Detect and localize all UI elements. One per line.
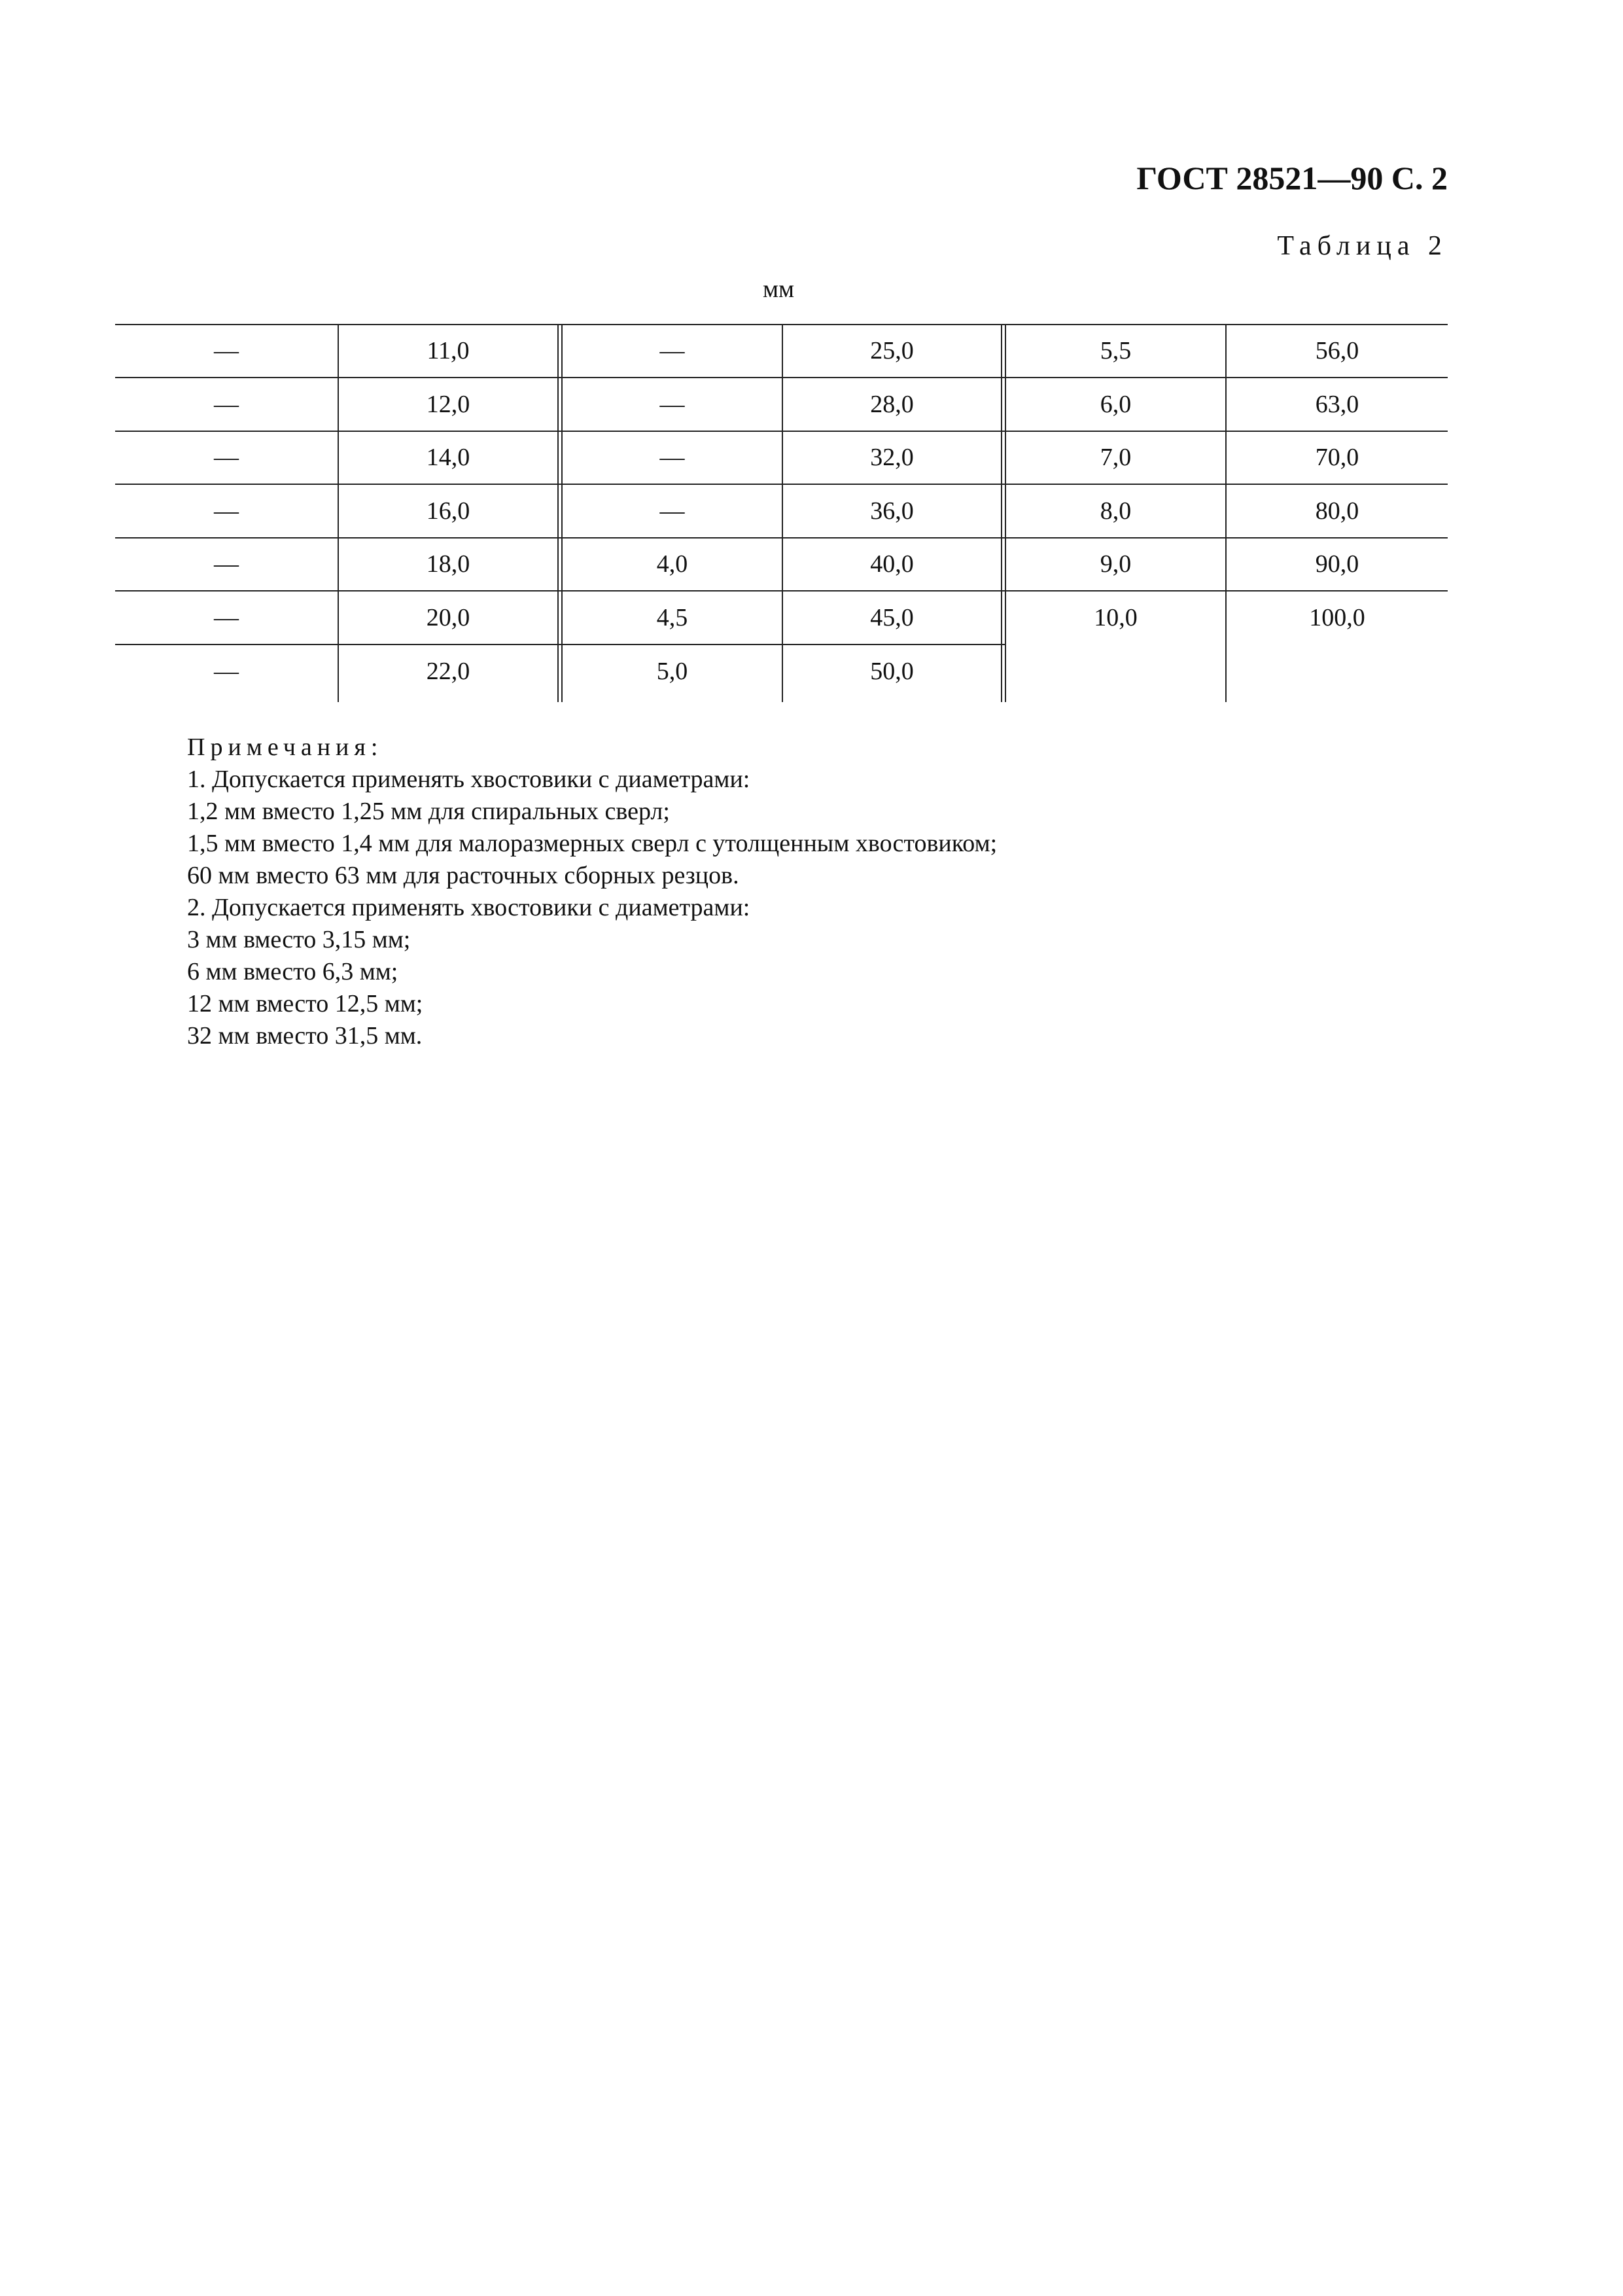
table-cell: 90,0 — [1315, 550, 1359, 578]
table-cell: 7,0 — [1100, 443, 1132, 471]
table-cell: 80,0 — [1315, 497, 1359, 525]
table-cell: 20,0 — [426, 603, 470, 631]
table-cell — [1227, 645, 1448, 698]
table-cell: 63,0 — [1315, 390, 1359, 418]
table-cell: — — [659, 497, 685, 525]
table-cell: — — [214, 497, 239, 525]
table-cell: 4,0 — [656, 550, 688, 578]
table-cell: — — [214, 657, 239, 685]
dimensions-table — [115, 324, 1448, 702]
table-cell: 70,0 — [1315, 443, 1359, 471]
table-cell: — — [214, 390, 239, 418]
table-cell: — — [214, 603, 239, 631]
table-cell: 12,0 — [426, 390, 470, 418]
note-line: 1. Допускается применять хвостовики с диаметрами: — [187, 766, 750, 793]
table-cell: — — [659, 336, 685, 364]
note-line: 32 мм вместо 31,5 мм. — [187, 1022, 423, 1050]
table-cell: — — [214, 443, 239, 471]
table-cell: 45,0 — [870, 603, 914, 631]
table-cell: 5,5 — [1100, 336, 1132, 364]
table-cell: 32,0 — [870, 443, 914, 471]
note-line: 6 мм вместо 6,3 мм; — [187, 958, 398, 985]
column-double-separator — [557, 324, 563, 702]
table-cell: 5,0 — [656, 657, 688, 685]
column-double-separator — [1001, 324, 1006, 702]
note-line: 60 мм вместо 63 мм для расточных сборных резцов. — [187, 862, 739, 889]
table-cell: 40,0 — [870, 550, 914, 578]
note-line: 1,2 мм вместо 1,25 мм для спиральных сверл; — [187, 798, 670, 825]
table-cell: 100,0 — [1309, 603, 1365, 631]
note-line: 1,5 мм вместо 1,4 мм для малоразмерных сверл с утолщенным хвостовиком; — [187, 830, 998, 857]
table-cell: 22,0 — [426, 657, 470, 685]
document-header: ГОСТ 28521—90 С. 2 — [1136, 160, 1448, 196]
table-cell — [1006, 645, 1225, 698]
table-cell: 6,0 — [1100, 390, 1132, 418]
table-cell: — — [214, 550, 239, 578]
notes-title: Примечания: — [187, 733, 383, 761]
note-line: 3 мм вместо 3,15 мм; — [187, 926, 411, 953]
note-line: 12 мм вместо 12,5 мм; — [187, 990, 423, 1017]
table-cell: — — [659, 443, 685, 471]
table-cell: 25,0 — [870, 336, 914, 364]
table-cell: 16,0 — [426, 497, 470, 525]
table-cell: 8,0 — [1100, 497, 1132, 525]
table-cell: — — [659, 390, 685, 418]
table-cell: 9,0 — [1100, 550, 1132, 578]
table-label: Таблица 2 — [1277, 231, 1448, 261]
table-cell: 4,5 — [656, 603, 688, 631]
table-cell: 50,0 — [870, 657, 914, 685]
notes-block — [187, 732, 997, 1052]
table-cell: 28,0 — [870, 390, 914, 418]
table-cell: — — [214, 336, 239, 364]
table-cell: 14,0 — [426, 443, 470, 471]
table-cell: 56,0 — [1315, 336, 1359, 364]
table-cell: 11,0 — [427, 336, 470, 364]
table-cell: 18,0 — [426, 550, 470, 578]
table-cell: 36,0 — [870, 497, 914, 525]
note-line: 2. Допускается применять хвостовики с диаметрами: — [187, 894, 750, 921]
table-cell: 10,0 — [1094, 603, 1138, 631]
unit-label: мм — [762, 275, 795, 303]
